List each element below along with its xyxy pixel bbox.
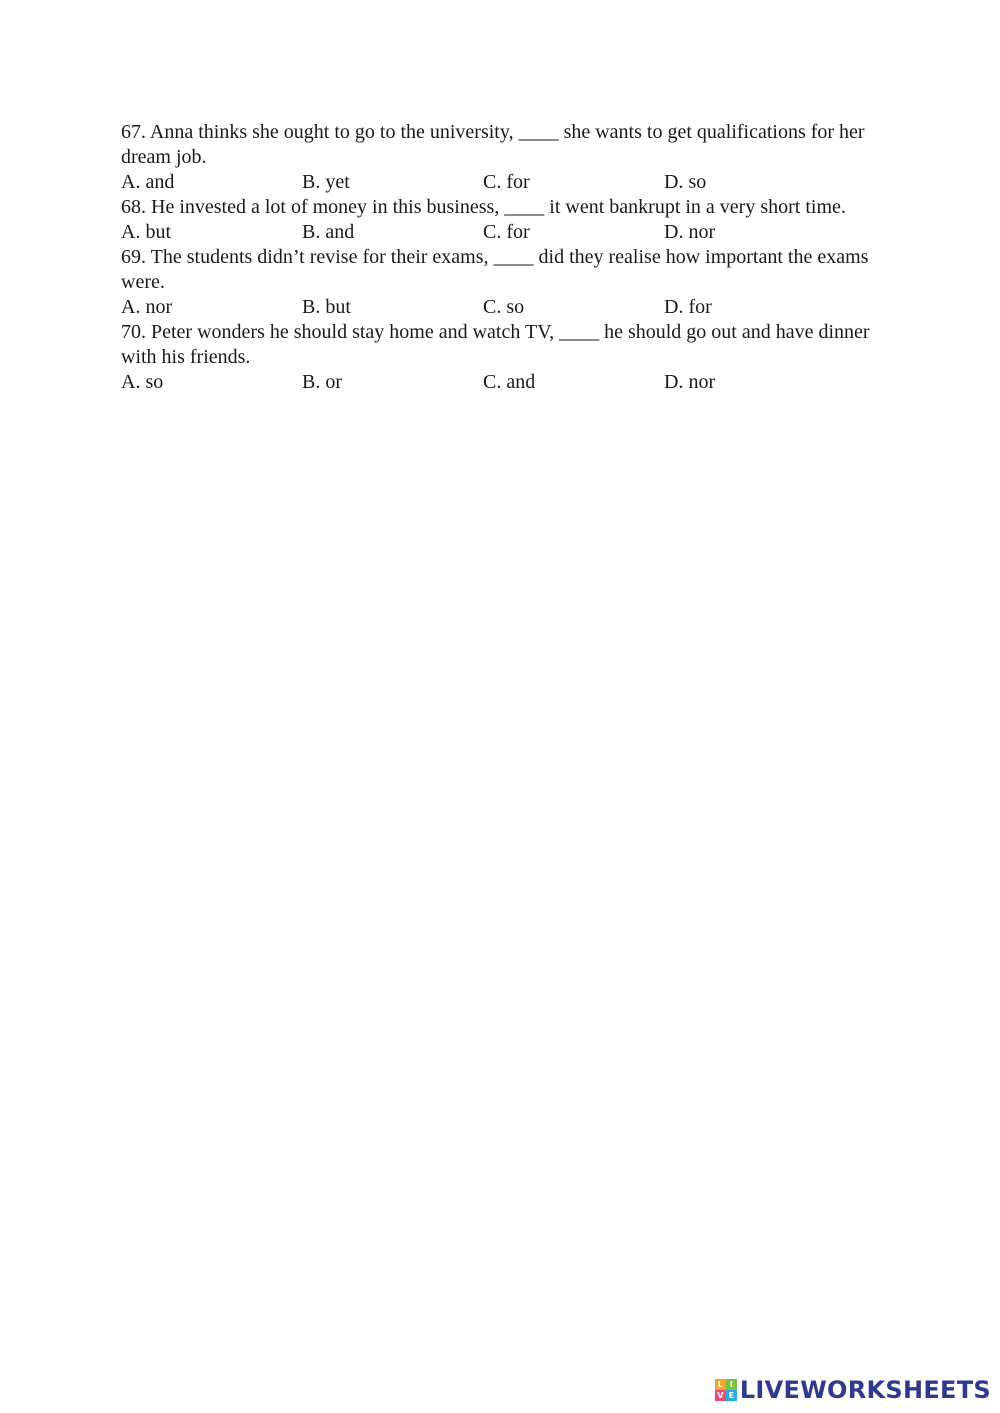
option-a[interactable]: A. nor	[121, 296, 173, 318]
answer-options	[121, 170, 881, 195]
question-stem: 68. He invested a lot of money in this business, ____ it went bankrupt in a very short time.	[121, 196, 846, 218]
option-d[interactable]: D. nor	[664, 371, 716, 393]
option-b[interactable]: B. yet	[302, 171, 350, 193]
option-b[interactable]: B. but	[302, 296, 351, 318]
option-a[interactable]: A. so	[121, 371, 164, 393]
question-stem: 69. The students didn’t revise for their exams, ____ did they realise how important the exams were.	[121, 246, 869, 293]
logo-mark-letter: V	[715, 1390, 726, 1401]
logo-mark-letter: L	[715, 1379, 726, 1390]
answer-options	[121, 370, 881, 395]
option-d[interactable]: D. for	[664, 296, 712, 318]
logo-mark-letter: I	[726, 1379, 737, 1390]
option-b[interactable]: B. or	[302, 371, 342, 393]
question-67	[121, 120, 881, 195]
logo-text: LIVEWORKSHEETS	[739, 1376, 991, 1404]
answer-options	[121, 295, 881, 320]
option-a[interactable]: A. but	[121, 221, 171, 243]
option-c[interactable]: C. for	[483, 221, 530, 243]
option-c[interactable]: C. for	[483, 171, 530, 193]
liveworksheets-logo-icon	[715, 1379, 737, 1401]
option-a[interactable]: A. and	[121, 171, 175, 193]
option-b[interactable]: B. and	[302, 221, 355, 243]
logo-mark-letter: E	[726, 1390, 737, 1401]
option-d[interactable]: D. so	[664, 171, 707, 193]
question-70	[121, 320, 881, 395]
question-stem: 67. Anna thinks she ought to go to the university, ____ she wants to get qualifications for her dream job.	[121, 121, 865, 168]
worksheet-content	[121, 120, 881, 395]
question-68	[121, 195, 881, 245]
question-69	[121, 245, 881, 320]
question-stem: 70. Peter wonders he should stay home and watch TV, ____ he should go out and have dinner with his friends.	[121, 321, 870, 368]
liveworksheets-logo	[715, 1375, 991, 1405]
answer-options	[121, 220, 881, 245]
option-d[interactable]: D. nor	[664, 221, 716, 243]
option-c[interactable]: C. so	[483, 296, 525, 318]
option-c[interactable]: C. and	[483, 371, 536, 393]
